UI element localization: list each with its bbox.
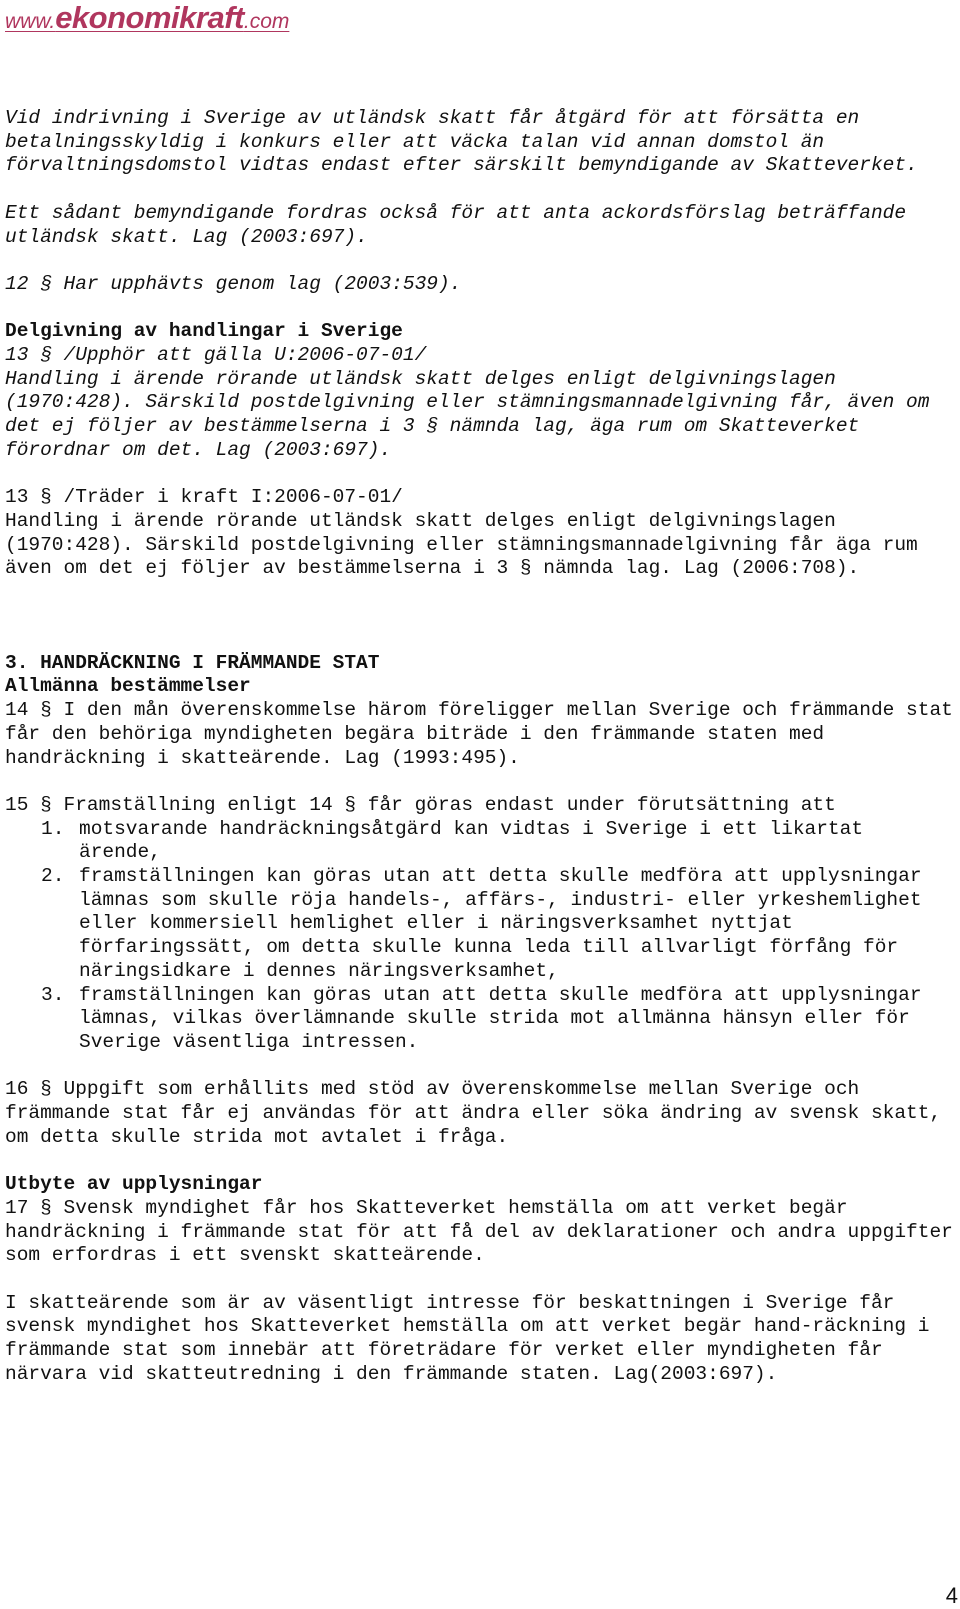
paragraph-13-new-title: 13 § /Träder i kraft I:2006-07-01/ [5, 486, 403, 509]
paragraph-13-old-title: 13 § /Upphör att gälla U:2006-07-01/ [5, 343, 427, 366]
logo-suffix: .com [243, 10, 290, 33]
paragraph-13-old-text: Handling i ärende rörande utländsk skatt delges enligt delgivningslagen (1970:428). Särskild postdelgivning eller stämningsmannadelgivning får, även om det ej följer av bestämmelserna i 3 § nämnda lag, äga rum om Skatteverket förordnar om det. Lag (2003:697). [5, 367, 930, 461]
paragraph-16: 16 § Uppgift som erhållits med stöd av överenskommelse mellan Sverige och främmande stat får ej användas för att ändra eller söka ändring av svensk skatt, om detta skulle strida mot avtalet i fråga. [5, 1078, 942, 1148]
site-logo[interactable] [5, 0, 289, 36]
conditions-list [5, 818, 955, 1055]
page-number: 4 [945, 1583, 958, 1608]
paragraph-17: 17 § Svensk myndighet får hos Skatteverket hemställa om att verket begär handräckning i främmande stat för att få del av deklarationer och andra uppgifter som erfordras i ett svenskt skatteärende. [5, 1196, 953, 1267]
heading-utbyte: Utbyte av upplysningar [5, 1173, 263, 1196]
paragraph-indrivning: Vid indrivning i Sverige av utländsk skatt får åtgärd för att försätta en betalningsskyldig i konkurs eller att väcka talan vid annan domstol än förvaltningsdomstol vidtas endast efter särskilt bemyndigande av Skatteverket. [5, 107, 918, 177]
list-item-text: framställningen kan göras utan att detta skulle medföra att upplysningar lämnas, vilkas överlämnande skulle strida mot allmänna hänsyn eller för Sverige väsentliga intressen. [79, 983, 922, 1053]
logo-brand: ekonomikraft [55, 0, 244, 35]
paragraph-14: 14 § I den mån överenskommelse härom föreligger mellan Sverige och främmande stat får den behöriga myndigheten begära biträde i den främmande staten med handräckning i skatteärende. Lag (1993:495). [5, 699, 953, 769]
list-item-number: 3. [41, 983, 65, 1006]
paragraph-17-continued: I skatteärende som är av väsentligt intresse för beskattningen i Sverige får svensk myndighet hos Skatteverket hemställa om att verket begär hand-räckning i främmande stat som innebär att företrädare för verket eller myndigheten får närvara vid skatteutredning i den främmande staten. Lag(2003:697). [5, 1291, 930, 1385]
list-item [5, 865, 955, 984]
section-title: 3. HANDRÄCKNING I FRÄMMANDE STAT [5, 651, 380, 674]
paragraph-bemyndigande: Ett sådant bemyndigande fordras också för att anta ackordsförslag beträffande utländsk skatt. Lag (2003:697). [5, 201, 907, 248]
list-item-number: 1. [41, 817, 65, 840]
list-item [5, 818, 955, 865]
heading-delgivning: Delgivning av handlingar i Sverige [5, 320, 403, 343]
list-item [5, 984, 955, 1055]
document-body [5, 107, 955, 1410]
list-item-text: framställningen kan göras utan att detta skulle medföra att upplysningar lämnas som skulle röja handels-, affärs-, industri- eller yrkeshemlighet eller kommersiell hemlighet eller i näringsverksamhet nyttjat förfaringssätt, om detta skulle kunna leda till allvarligt förfång för näringsidkare i dennes näringsverksamhet, [79, 865, 922, 982]
logo-prefix: www. [5, 10, 56, 33]
list-item-number: 2. [41, 865, 65, 887]
paragraph-12: 12 § Har upphävts genom lag (2003:539). [5, 272, 462, 295]
list-item-text: motsvarande handräckningsåtgärd kan vidtas i Sverige i ett likartat ärende, [79, 817, 864, 864]
heading-allmanna: Allmänna bestämmelser [5, 675, 251, 698]
paragraph-15: 15 § Framställning enligt 14 § får göras endast under förutsättning att [5, 793, 836, 816]
paragraph-13-new-text: Handling i ärende rörande utländsk skatt delges enligt delgivningslagen (1970:428). Särskild postdelgivning eller stämningsmannadelgivning får äga rum även om det ej följer av bestämmelserna i 3 § nämnda lag. Lag (2006:708). [5, 509, 918, 580]
